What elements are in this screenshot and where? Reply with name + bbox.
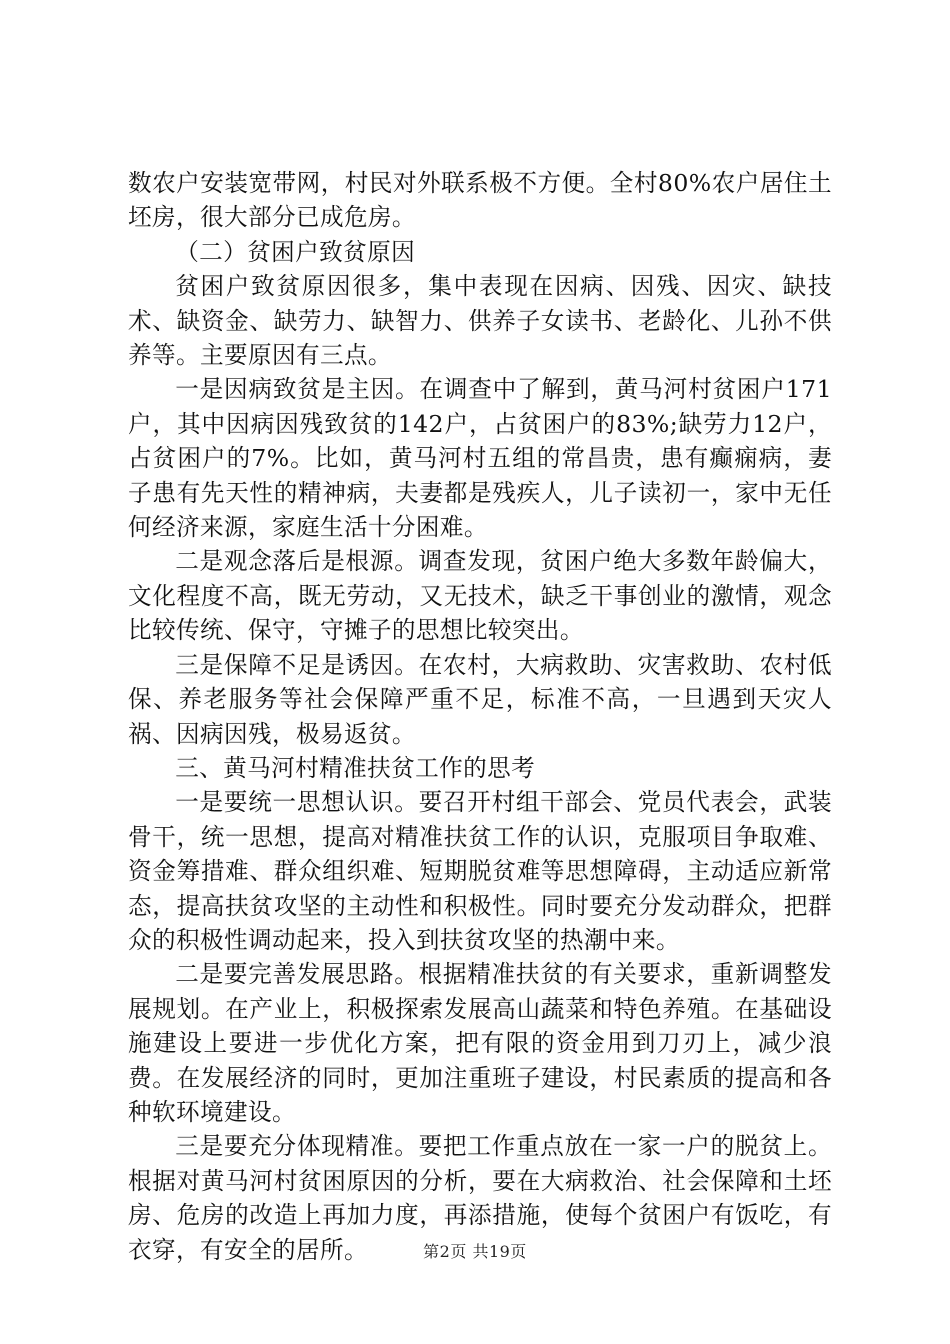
section-heading-poverty-causes: （二）贫困户致贫原因 [175,237,416,266]
section-heading-thoughts: 三、黄马河村精准扶贫工作的思考 [175,753,536,782]
paragraph-causes-intro: 贫困户致贫原因很多，集中表现在因病、因残、因灾、缺技术、缺资金、缺劳力、缺智力、供养子女读书、老龄化、儿孙不供养等。主要原因有三点。 [128,272,832,370]
paragraph-cause-security: 三是保障不足是诱因。在农村，大病救助、灾害救助、农村低保、养老服务等社会保障严重不足，标准不高，一旦遇到天灾人祸、因病因残，极易返贫。 [128,650,832,748]
paragraph-thought-precise: 三是要充分体现精准。要把工作重点放在一家一户的脱贫上。根据对黄马河村贫困原因的分析，要在大病救治、社会保障和土坯房、危房的改造上再加力度，再添措施，使每个贫困户有饭吃，有衣穿，有安全的居所。 [128,1132,832,1264]
paragraph-thought-unify: 一是要统一思想认识。要召开村组干部会、党员代表会，武装骨干，统一思想，提高对精准扶贫工作的认识，克服项目争取难、资金筹措难、群众组织难、短期脱贫难等思想障碍，主动适应新常态，提高扶贫攻坚的主动性和积极性。同时要充分发动群众，把群众的积极性调动起来，投入到扶贫攻坚的热潮中来。 [128,788,832,954]
page-number-label: 第2页 共19页 [423,1242,527,1261]
page-footer [0,1242,950,1262]
paragraph-thought-plan: 二是要完善发展思路。根据精准扶贫的有关要求，重新调整发展规划。在产业上，积极探索发展高山蔬菜和特色养殖。在基础设施建设上要进一步优化方案，把有限的资金用到刀刃上，减少浪费。在发展经济的同时，更加注重班子建设，村民素质的提高和各种软环境建设。 [128,960,832,1126]
paragraph-continuation: 数农户安装宽带网，村民对外联系极不方便。全村80%农户居住土坯房，很大部分已成危房。 [128,169,832,232]
paragraph-cause-mindset: 二是观念落后是根源。调查发现，贫困户绝大多数年龄偏大，文化程度不高，既无劳动，又无技术，缺乏干事创业的激情，观念比较传统、保守，守摊子的思想比较突出。 [128,547,832,645]
document-body [128,166,832,1267]
paragraph-cause-illness: 一是因病致贫是主因。在调查中了解到，黄马河村贫困户171户，其中因病因残致贫的142户，占贫困户的83%;缺劳力12户，占贫困户的7%。比如，黄马河村五组的常昌贵，患有癫痫病，妻子患有先天性的精神病，夫妻都是残疾人，儿子读初一，家中无任何经济来源，家庭生活十分困难。 [128,375,832,542]
